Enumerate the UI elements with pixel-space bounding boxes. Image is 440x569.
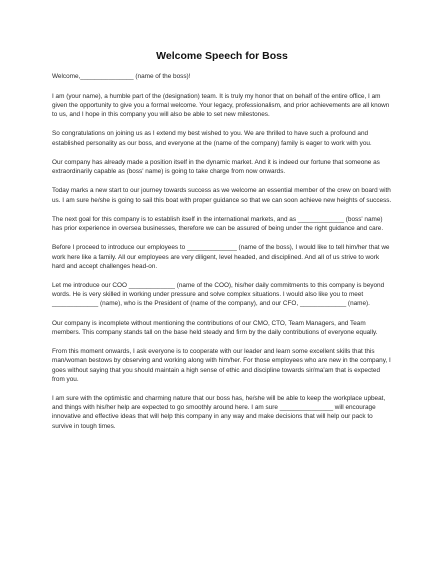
paragraph-cooperation: From this moment onwards, I ask everyone is to cooperate with our leader and learn some excellent skills that this man/woman bestows by observing and working along with him/her. For those employees who are new in the company, I goes without saying that you should maintain a high sense of ethic and discipline towards sir/ma'am that is expected from you. (52, 348, 391, 383)
document-title: Welcome Speech for Boss (156, 50, 288, 62)
paragraph-intro: I am (your name), a humble part of the (designation) team. It is truly my honor that on behalf of the entire office, I am given the opportunity to give you a formal welcome. Your legacy, professionalism, and prior achievements are all known to us, and I hope in this company you will also be able to set new milestones. (52, 92, 390, 119)
paragraph-employees: Before I proceed to introduce our employees to ______________ (name of the boss), I would like to tell him/her that we work here like a family. All our employees are very diligent, level headed, and disciplined. And all of us strive to work hard and accept challenges head-on. (52, 244, 390, 270)
paragraph-introductions: Let me introduce our COO _____________ (name of the COO), his/her daily commitments to this company is beyond words. He is very skilled in working under pressure and solve complex situations. I would also like you to meet _____________ (name), who is the President of (name of the company), and our CFO, _____________ (name). (52, 282, 385, 308)
paragraph-market-position: Our company has already made a position itself in the dynamic market. And it is indeed our fortune that someone as extraordinarily capable as (boss' name) is going to take charge from now onwards. (52, 158, 380, 176)
paragraph-contributions: Our company is incomplete without mentioning the contributions of our CMO, CTO, Team Managers, and Team members. This company stands tall on the base held steady and firm by the daily contributions of everyone equally. (52, 319, 378, 336)
paragraph-new-start: Today marks a new start to our journey towards success as we welcome an essential member of the crew on board with us. I am sure he/she is going to sail this boat with proper guidance so that we can soon achieve new heights of success. (52, 187, 392, 204)
paragraph-next-goal: The next goal for this company is to establish itself in the international markets, and as _____________ (boss' name) has prior experience in oversea businesses, therefore we can be assured of being under the right guidance and care. (52, 215, 384, 233)
paragraph-closing: I am sure with the optimistic and charming nature that our boss has, he/she will be able to keep the workplace upbeat, and things with his/her help are expected to go smoothly around here. I am sure _______________ will encourage innovative and effective ideas that will help this company in any way and make decisions that will help our pack to survive in tough times. (52, 395, 386, 430)
document-page (52, 50, 392, 441)
paragraph-congratulations: So congratulations on joining us as I extend my best wished to you. We are thrilled to have such a profound and established personality as our boss, and everyone at the (name of the company) family is eager to work with you. (52, 130, 372, 147)
greeting-line: Welcome,_______________ (name of the boss)! (52, 73, 191, 80)
